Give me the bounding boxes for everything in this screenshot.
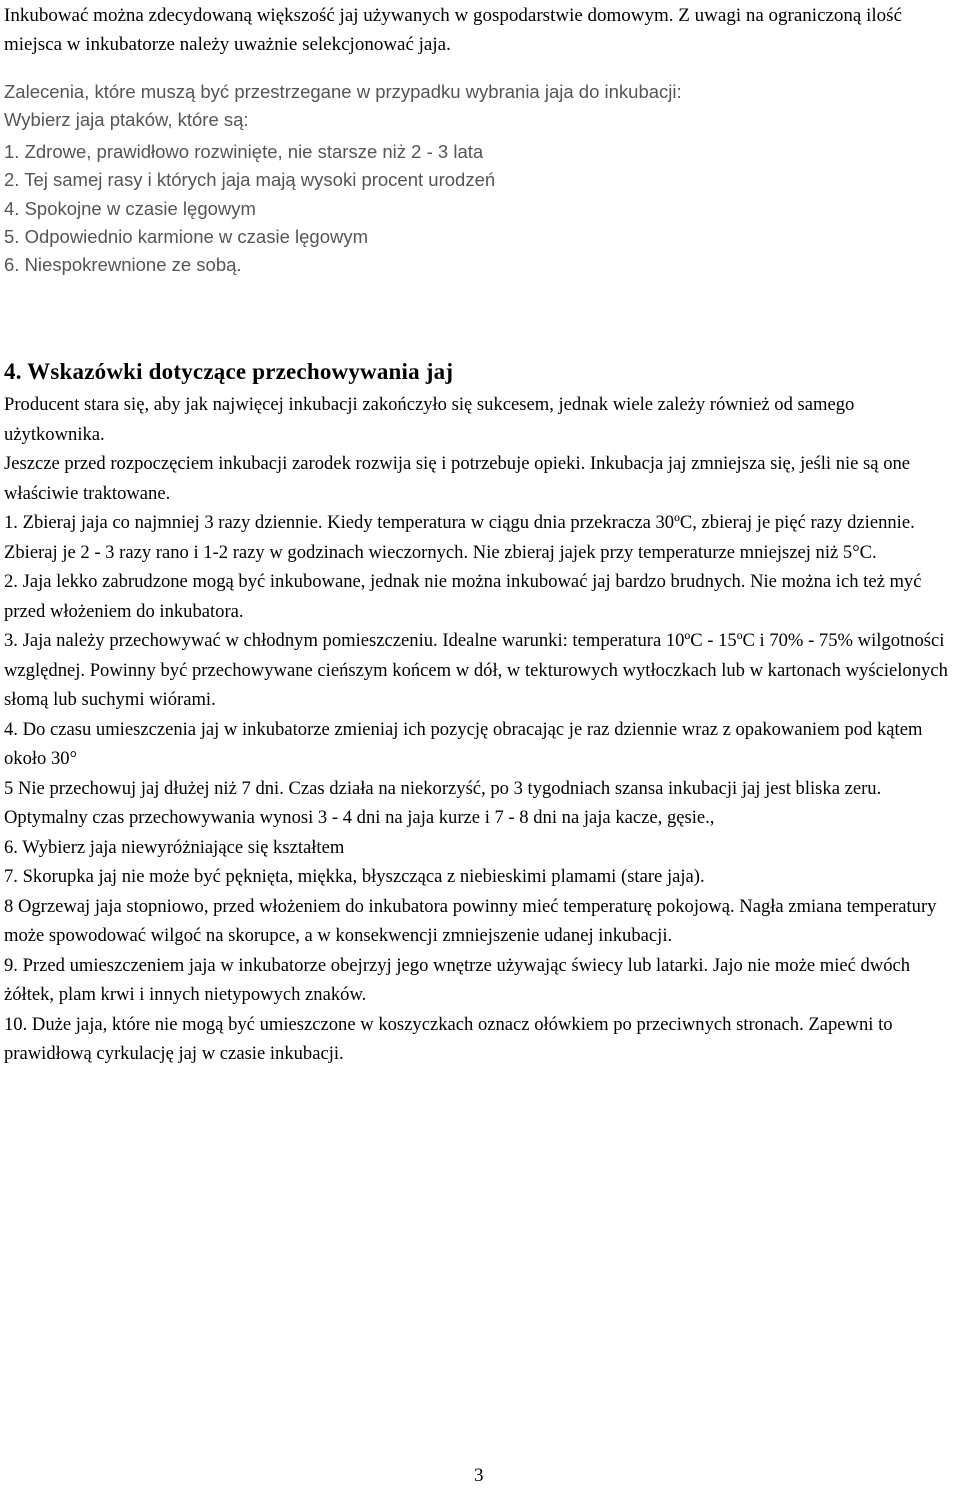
- section-paragraph: 3. Jaja należy przechowywać w chłodnym pomieszczeniu. Idealne warunki: temperatura 10ºC - 15ºC i 70% - 75% wilgotności względnej. Powinny być przechowywane cieńszym końcem w dół, w tekturowych wytłoczkach lub w kartonach wyścielonych słomą lub suchymi wiórami.: [4, 630, 948, 710]
- section-paragraph: 4. Do czasu umieszczenia jaj w inkubatorze zmieniaj ich pozycję obracając je raz dziennie wraz z opakowaniem pod kątem około 30°: [4, 718, 923, 769]
- section-paragraph: Producent stara się, aby jak najwięcej inkubacji zakończyło się sukcesem, jednak wiele zależy również od samego użytkownika.: [4, 394, 855, 445]
- list-item: 6. Niespokrewnione ze sobą.: [4, 254, 242, 276]
- section-paragraph: 7. Skorupka jaj nie może być pęknięta, miękka, błyszcząca z niebieskimi plamami (stare jaja).: [4, 866, 705, 887]
- intro-paragraph: Inkubować można zdecydowaną większość jaj używanych w gospodarstwie domowym. Z uwagi na ograniczoną ilość miejsca w inkubatorze należy uważnie selekcjonować jaja.: [4, 5, 903, 55]
- section-paragraph: 1. Zbieraj jaja co najmniej 3 razy dziennie. Kiedy temperatura w ciągu dnia przekracza 30ºC, zbieraj je pięć razy dziennie. Zbieraj je 2 - 3 razy rano i 1-2 razy w godzinach wieczornych. Nie zbieraj jajek przy temperaturze mniejszej niż 5°C.: [4, 512, 915, 563]
- section-body: [4, 390, 956, 1069]
- list-item: 4. Spokojne w czasie lęgowym: [4, 197, 256, 219]
- section-paragraph: Jeszcze przed rozpoczęciem inkubacji zarodek rozwija się i potrzebuje opieki. Inkubacja jaj zmniejsza się, jeśli nie są one właściwie traktowane.: [4, 453, 911, 504]
- section-title: 4. Wskazówki dotyczące przechowywania jaj: [4, 359, 454, 384]
- list-item: 2. Tej samej rasy i których jaja mają wysoki procent urodzeń: [4, 169, 496, 191]
- section-paragraph: 8 Ogrzewaj jaja stopniowo, przed włożeniem do inkubatora powinny mieć temperaturę pokojową. Nagła zmiana temperatury może spowodować wilgoć na skorupce, a w konsekwencji zmniejszenie udanej inkubacji.: [4, 895, 937, 946]
- section-paragraph: 2. Jaja lekko zabrudzone mogą być inkubowane, jednak nie można inkubować jaj bardzo brudnych. Nie można ich też myć przed włożeniem do inkubatora.: [4, 571, 922, 622]
- section-paragraph: 10. Duże jaja, które nie mogą być umieszczone w koszyczkach oznacz ołówkiem po przeciwnych stronach. Zapewni to prawidłową cyrkulację jaj w czasie inkubacji.: [4, 1013, 893, 1064]
- section-paragraph: 5 Nie przechowuj jaj dłużej niż 7 dni. Czas działa na niekorzyść, po 3 tygodniach szansa inkubacji jaj jest bliska zeru. Optymalny czas przechowywania wynosi 3 - 4 dni na jaja kurze i 7 - 8 dni na jaja kacze, gęsie.,: [4, 777, 882, 828]
- list-item: 1. Zdrowe, prawidłowo rozwinięte, nie starsze niż 2 - 3 lata: [4, 141, 484, 162]
- storage-section: [4, 356, 956, 1069]
- page-number: 3: [474, 1465, 484, 1486]
- recommendations-list: [4, 138, 956, 279]
- recommendations-heading-line-2: Wybierz jaja ptaków, które są:: [4, 109, 249, 130]
- section-paragraph: 9. Przed umieszczeniem jaja w inkubatorze obejrzyj jego wnętrze używając świecy lub latarki. Jajo nie może mieć dwóch żółtek, plam krwi i innych nietypowych znaków.: [4, 954, 911, 1005]
- list-item: 5. Odpowiednio karmione w czasie lęgowym: [4, 225, 369, 247]
- recommendations-heading-line-1: Zalecenia, które muszą być przestrzegane w przypadku wybrania jaja do inkubacji:: [4, 81, 682, 102]
- section-paragraph: 6. Wybierz jaja niewyróżniające się kształtem: [4, 836, 345, 858]
- recommendations-heading: [4, 78, 956, 134]
